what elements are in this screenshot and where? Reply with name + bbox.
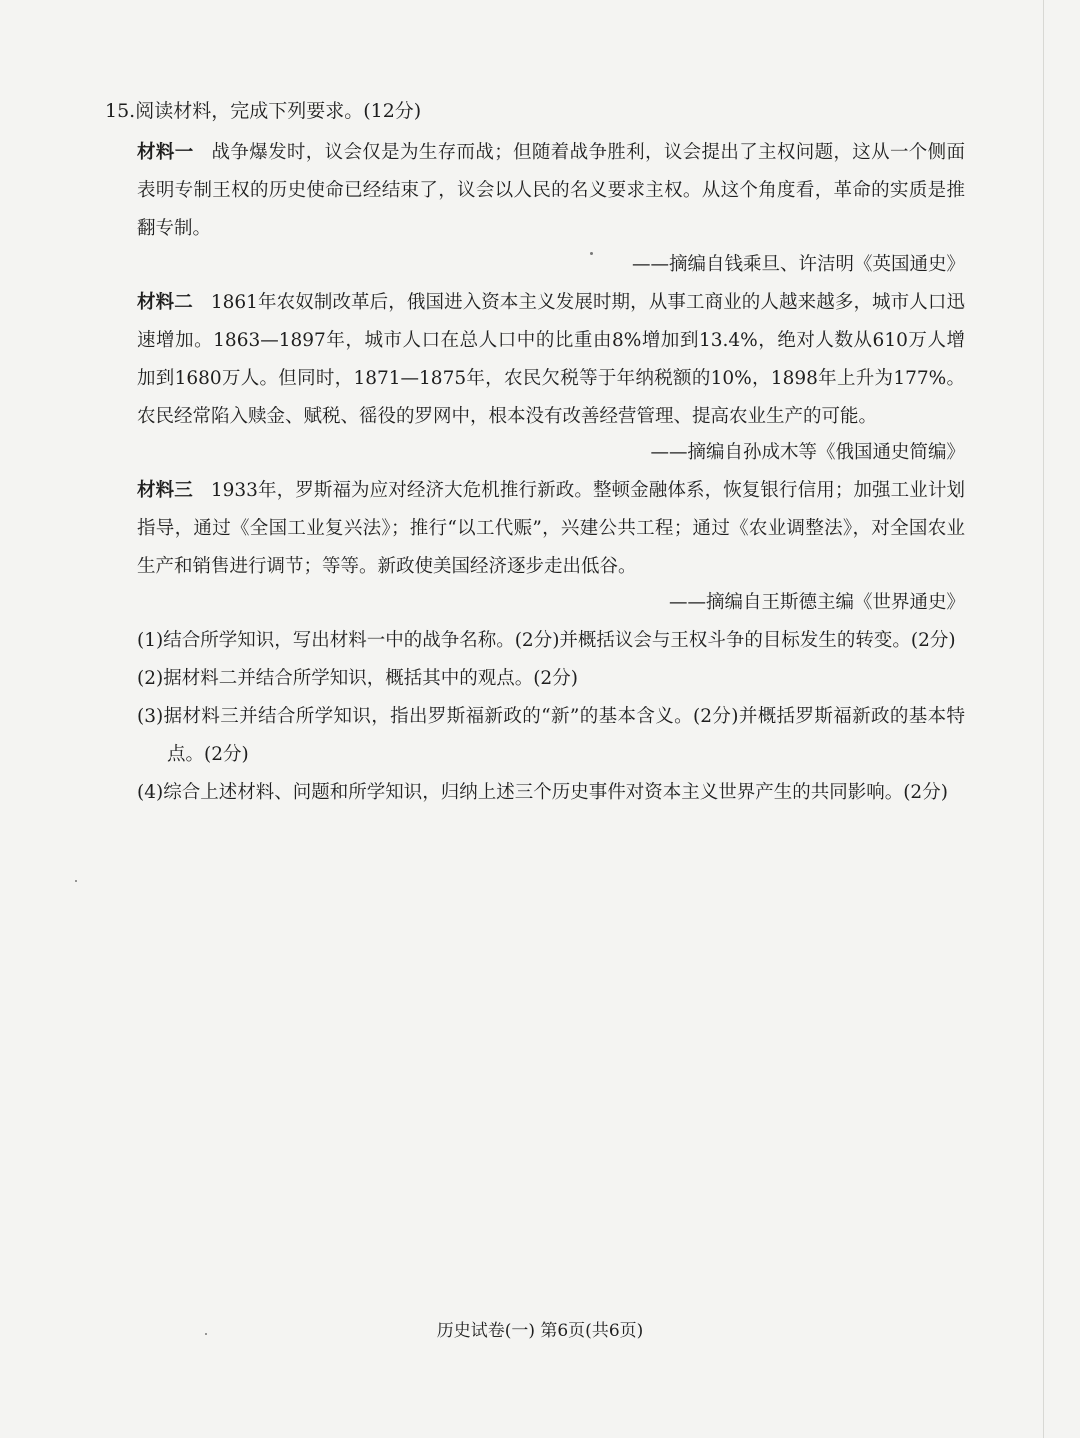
material-1-body [137, 134, 965, 248]
scan-speck [590, 252, 593, 255]
sub-question-4: (4)综合上述材料、问题和所学知识，归纳上述三个历史事件对资本主义世界产生的共同影响。(2分) [137, 782, 948, 803]
material-3-text: 1933年，罗斯福为应对经济大危机推行新政。整顿金融体系，恢复银行信用；加强工业计划指导，通过《全国工业复兴法》；推行“以工代赈”，兴建公共工程；通过《农业调整法》，对全国农业生产和销售进行调节；等等。新政使美国经济逐步走出低谷。 [137, 480, 965, 577]
page-footer: 历史试卷(一) 第6页(共6页) [436, 1321, 644, 1341]
material-1-text: 战争爆发时，议会仅是为生存而战；但随着战争胜利，议会提出了主权问题，这从一个侧面表明专制王权的历史使命已经结束了，议会以人民的名义要求主权。从这个角度看，革命的实质是推翻专制。 [137, 142, 965, 239]
question-title: 15.阅读材料，完成下列要求。(12分) [105, 100, 422, 122]
sub-question-3: (3)据材料三并结合所学知识，指出罗斯福新政的“新”的基本含义。(2分)并概括罗斯福新政的基本特点。(2分) [137, 706, 965, 765]
sub-question-2: (2)据材料二并结合所学知识，概括其中的观点。(2分) [137, 668, 578, 689]
material-2-label: 材料二 [137, 292, 193, 313]
material-1-source: ——摘编自钱乘旦、许洁明《英国通史》 [631, 254, 965, 275]
sub-question-1: (1)结合所学知识，写出材料一中的战争名称。(2分)并概括议会与王权斗争的目标发生的转变。(2分) [137, 630, 956, 651]
material-2 [105, 284, 965, 470]
material-2-text: 1861年农奴制改革后，俄国进入资本主义发展时期，从事工商业的人越来越多，城市人口迅速增加。1863—1897年，城市人口在总人口中的比重由8%增加到13.4%，绝对人数从610万人增加到1680万人。但同时，1871—1875年，农民欠税等于年纳税额的10%，1898年上升为177%。农民经常陷入赎金、赋税、徭役的罗网中，根本没有改善经营管理、提高农业生产的可能。 [137, 292, 965, 427]
material-3-source: ——摘编自王斯德主编《世界通史》 [668, 592, 965, 613]
page-edge-line [1043, 0, 1044, 1438]
material-3 [105, 472, 965, 620]
material-2-source: ——摘编自孙成木等《俄国通史简编》 [650, 442, 965, 463]
sub-question-list [105, 622, 965, 812]
material-1 [105, 134, 965, 282]
question-block [105, 96, 965, 812]
material-1-label: 材料一 [137, 142, 194, 163]
material-3-body [137, 472, 965, 586]
material-2-body [137, 284, 965, 436]
scan-speck [75, 880, 77, 882]
scan-speck [205, 1333, 207, 1335]
material-3-label: 材料三 [137, 480, 193, 501]
